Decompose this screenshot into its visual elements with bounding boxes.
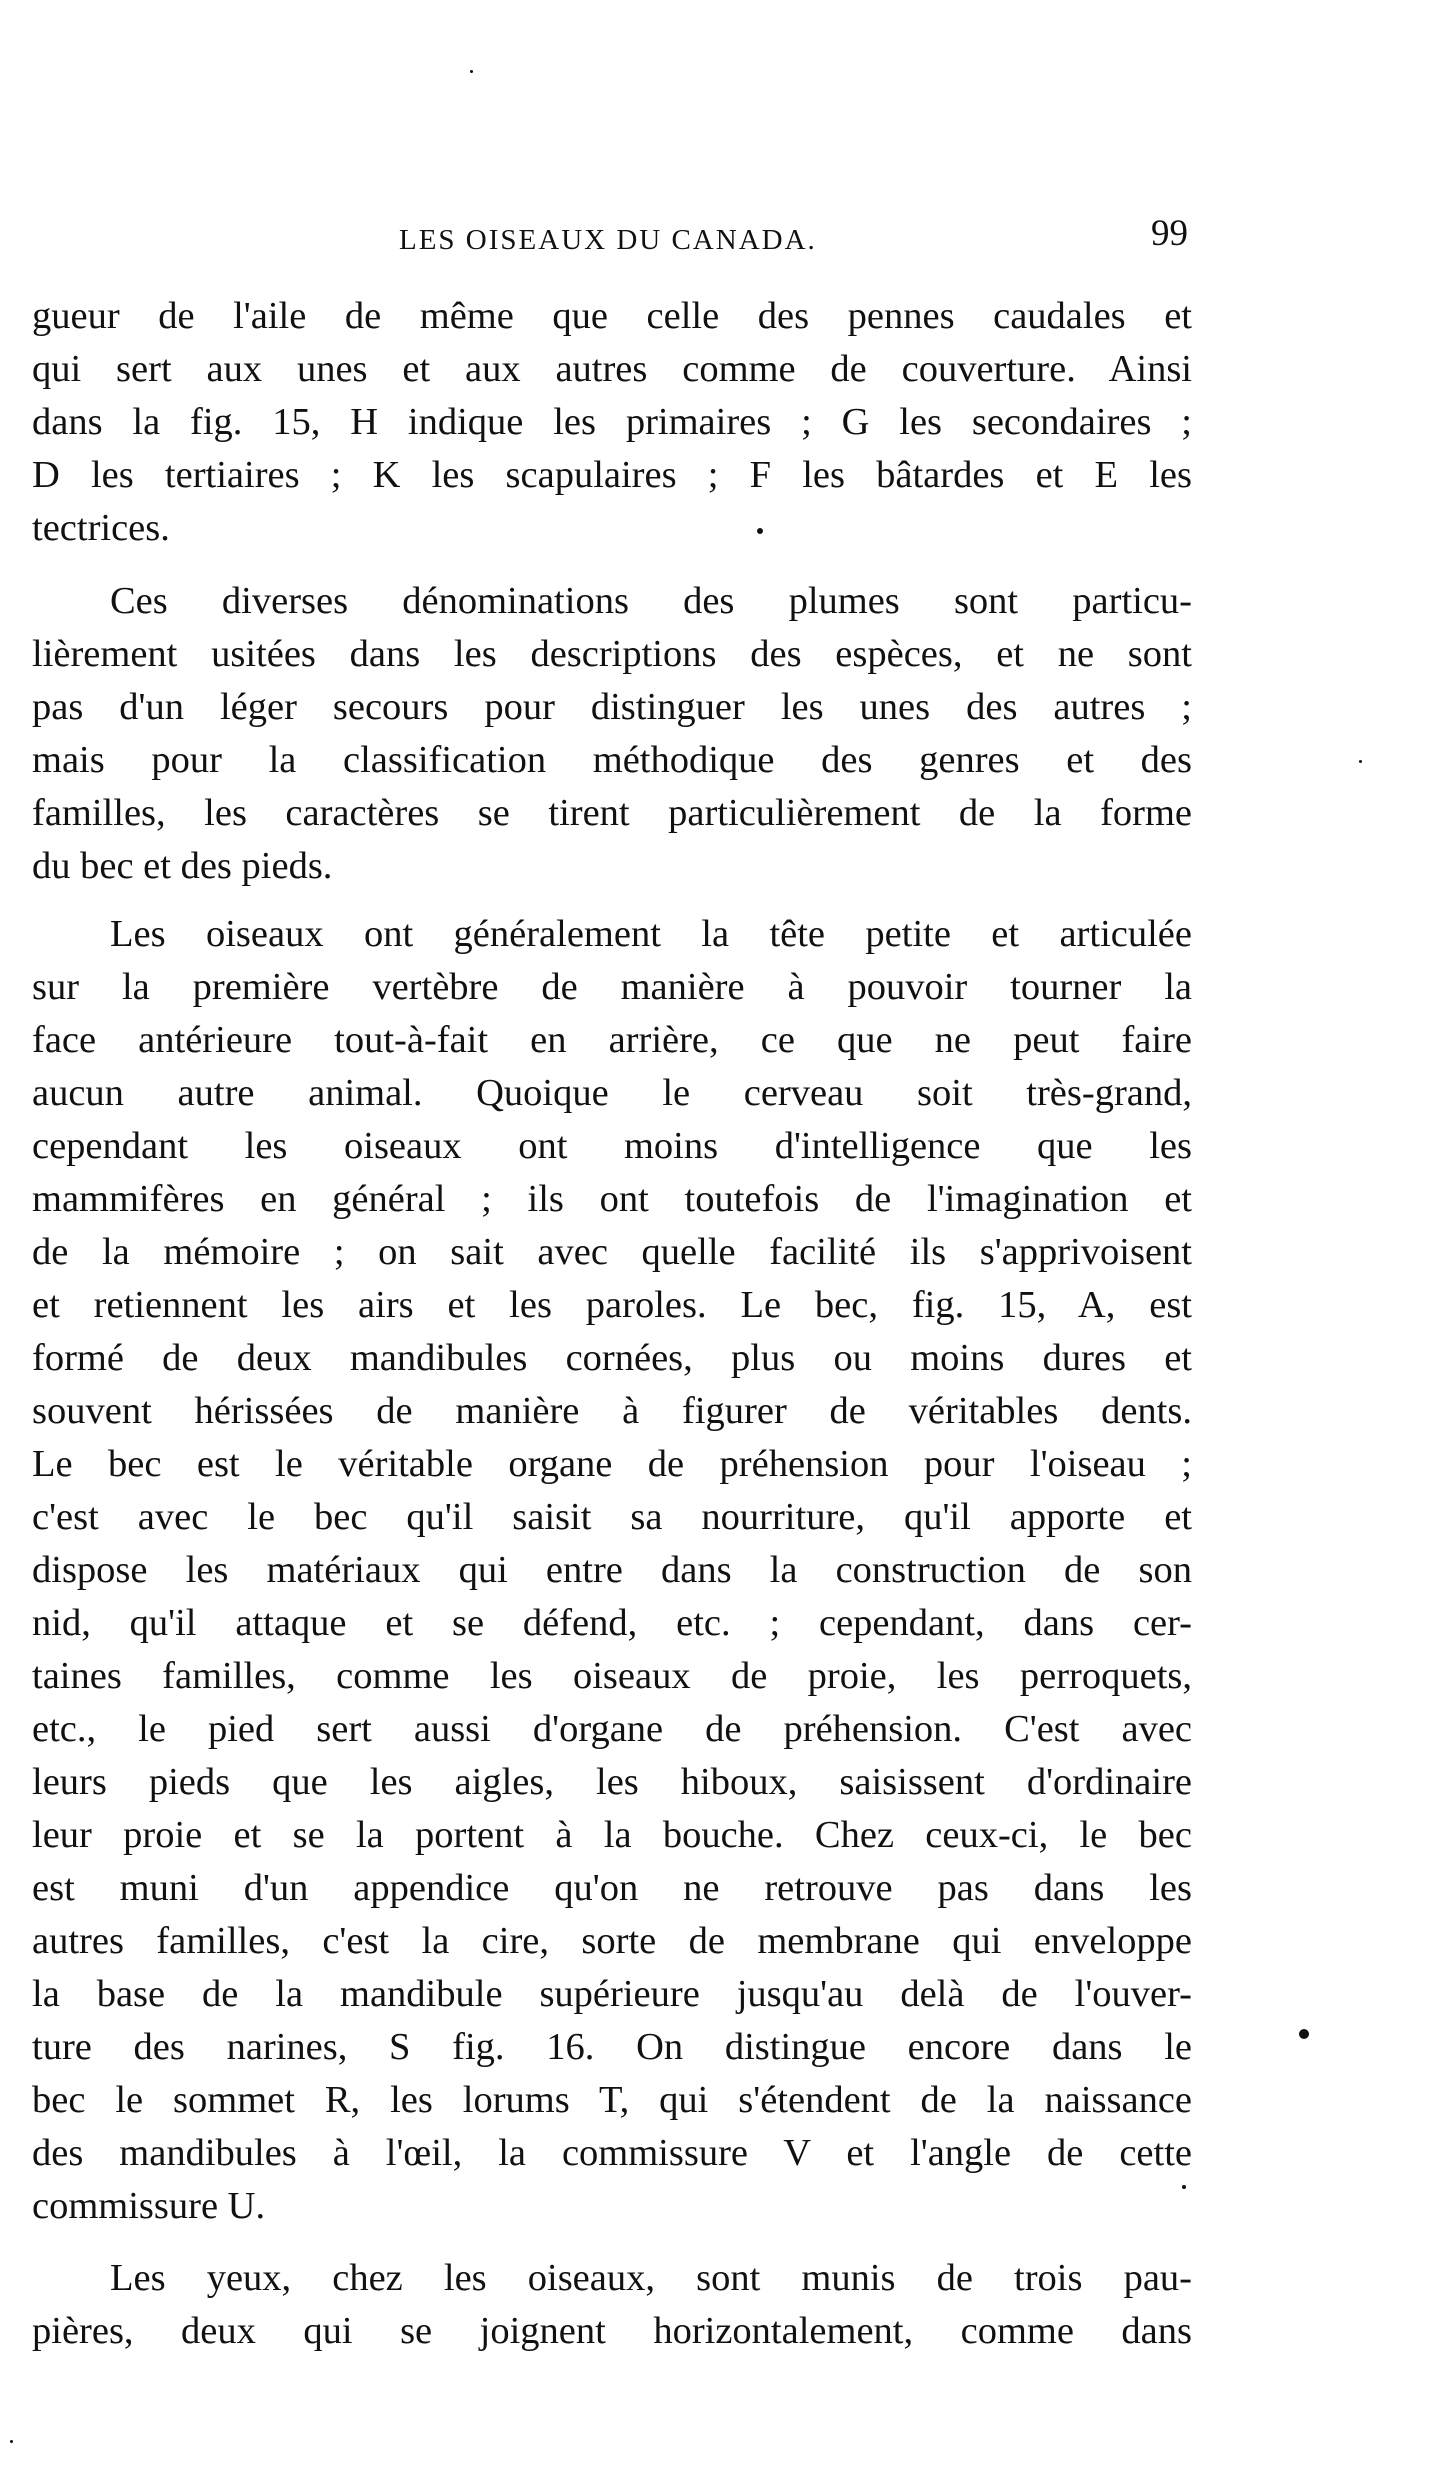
text-line: bec le sommet R, les lorums T, qui s'étendent de la naissance [32, 2079, 1192, 2121]
text-line: c'est avec le bec qu'il saisit sa nourriture, qu'il apporte et [32, 1496, 1192, 1538]
body-text [32, 290, 1192, 2310]
scan-speck [757, 528, 763, 534]
text-line: Le bec est le véritable organe de préhension pour l'oiseau ; [32, 1443, 1192, 1485]
text-line: mammifères en général ; ils ont toutefois de l'imagination et [32, 1178, 1192, 1220]
text-line: lièrement usitées dans les descriptions des espèces, et ne sont [32, 633, 1192, 675]
running-head [33, 212, 1188, 262]
body-text-continued [32, 2305, 1192, 2365]
text-line: qui sert aux unes et aux autres comme de couverture. Ainsi [32, 348, 1192, 390]
text-line: de la mémoire ; on sait avec quelle facilité ils s'apprivoisent [32, 1231, 1192, 1273]
text-line: souvent hérissées de manière à figurer de véritables dents. [32, 1390, 1192, 1432]
text-line: aucun autre animal. Quoique le cerveau soit très-grand, [32, 1072, 1192, 1114]
text-line: dans la fig. 15, H indique les primaires ; G les secondaires ; [32, 401, 1192, 443]
text-line: dispose les matériaux qui entre dans la construction de son [32, 1549, 1192, 1591]
text-line: pas d'un léger secours pour distinguer les unes des autres ; [32, 686, 1192, 728]
text-line: leurs pieds que les aigles, les hiboux, saisissent d'ordinaire [32, 1761, 1192, 1803]
text-line: pières, deux qui se joignent horizontalement, comme dans [32, 2310, 1192, 2352]
running-title: LES OISEAUX DU CANADA. [399, 224, 817, 256]
text-line: tectrices. [32, 507, 170, 549]
scan-speck [10, 2440, 13, 2443]
text-line: leur proie et se la portent à la bouche. Chez ceux-ci, le bec [32, 1814, 1192, 1856]
text-line: et retiennent les airs et les paroles. Le bec, fig. 15, A, est [32, 1284, 1192, 1326]
text-line: taines familles, comme les oiseaux de proie, les perroquets, [32, 1655, 1192, 1697]
text-line: sur la première vertèbre de manière à pouvoir tourner la [32, 966, 1192, 1008]
page-number: 99 [1151, 213, 1188, 254]
text-line: la base de la mandibule supérieure jusqu'au delà de l'ouver- [32, 1973, 1192, 2015]
text-line: autres familles, c'est la cire, sorte de membrane qui enveloppe [32, 1920, 1192, 1962]
paragraph-start-line: Les yeux, chez les oiseaux, sont munis de trois pau- [110, 2257, 1192, 2299]
text-line: ture des narines, S fig. 16. On distingue encore dans le [32, 2026, 1192, 2068]
paragraph-start-line: Ces diverses dénominations des plumes sont particu- [110, 580, 1192, 622]
text-line: face antérieure tout-à-fait en arrière, ce que ne peut faire [32, 1019, 1192, 1061]
text-line: est muni d'un appendice qu'on ne retrouve pas dans les [32, 1867, 1192, 1909]
text-line: formé de deux mandibules cornées, plus ou moins dures et [32, 1337, 1192, 1379]
text-line: commissure U. [32, 2185, 266, 2227]
paragraph-start-line: Les oiseaux ont généralement la tête petite et articulée [110, 913, 1192, 955]
text-line: gueur de l'aile de même que celle des pennes caudales et [32, 295, 1192, 337]
text-line: mais pour la classification méthodique des genres et des [32, 739, 1192, 781]
scan-speck [1359, 760, 1362, 763]
text-line: des mandibules à l'œil, la commissure V et l'angle de cette [32, 2132, 1192, 2174]
scan-speck [1182, 2185, 1186, 2189]
text-line: cependant les oiseaux ont moins d'intelligence que les [32, 1125, 1192, 1167]
scan-speck [470, 70, 473, 73]
text-line: D les tertiaires ; K les scapulaires ; F les bâtardes et E les [32, 454, 1192, 496]
text-line: familles, les caractères se tirent particulièrement de la forme [32, 792, 1192, 834]
text-line: etc., le pied sert aussi d'organe de préhension. C'est avec [32, 1708, 1192, 1750]
scan-speck [1299, 2029, 1309, 2039]
text-line: nid, qu'il attaque et se défend, etc. ; cependant, dans cer- [32, 1602, 1192, 1644]
text-line: du bec et des pieds. [32, 845, 333, 887]
